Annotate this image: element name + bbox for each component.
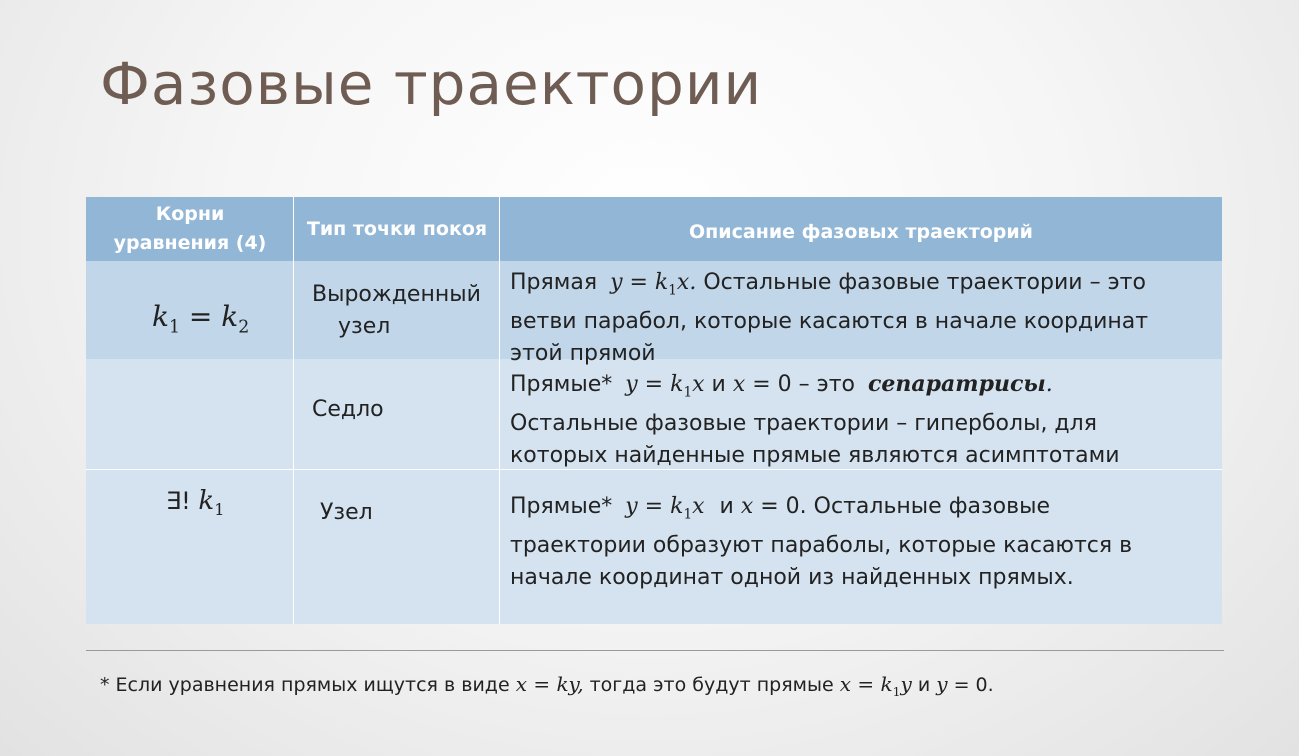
type-line1: Вырожденный [312,282,481,307]
separatrix-term: сепаратрисы [868,371,1046,397]
desc-and: и [711,372,726,397]
footnote-text2: тогда это будут прямые [589,674,834,696]
desc-line3: начале координат одной из найденных прямых. [510,565,1074,591]
phase-trajectories-table [86,197,1222,624]
header-roots-line1: Корни [155,202,225,225]
desc-line3: которых найденные прямые являются асимптотами [510,443,1120,469]
description-node: Прямые* $y = k_1x$ и x = 0. Остальные фазовые траектории образуют параболы, которые касаются в начале координат одной из найденных прямых. [510,494,1133,591]
desc-prefix: Прямые* [510,372,613,397]
slide-title: Фазовые траектории [100,50,763,118]
footnote-divider [86,650,1224,651]
desc-line2: Остальные фазовые траектории – гиперболы, для [510,411,1097,437]
column-divider [293,197,294,624]
desc-line2: траектории образуют параболы, которые касаются в [510,533,1133,559]
desc-prefix: Прямые* [510,494,613,519]
footnote-text3: и [917,674,931,696]
desc-prefix: Прямая [510,270,598,295]
description-degenerate-node: Прямая $y = k_1x$. Остальные фазовые траектории – это ветви парабол, которые касаются в начале координат этой прямой [510,270,1149,367]
description-saddle: Прямые* $y = k_1x$ и x = 0 – это сепаратрисы. Остальные фазовые траектории – гиперболы, для которых найденные прямые являются асимптотами [510,371,1120,469]
type-node: Узел [320,500,373,525]
desc-line2: ветви парабол, которые касаются в начале координат [510,309,1149,335]
header-type: Тип точки покоя [306,218,488,240]
roots-unique: ∃! $k_1$ [166,486,225,520]
header-roots [86,197,294,261]
desc-line3: этой прямой [510,341,656,367]
desc-dash: – это [798,372,856,397]
header-roots-line2: уравнения (4) [113,232,267,254]
header-description: Описание фазовых траекторий [689,221,1033,244]
footnote: * Если уравнения прямых ищутся в виде x = ky, тогда это будут прямые $x = k_1y$ и y = 0. [100,672,994,699]
footnote-text1: * Если уравнения прямых ищутся в виде [100,674,510,696]
type-degenerate-node [312,279,481,343]
desc-suffix: Остальные фазовые траектории – это [703,270,1146,295]
type-saddle: Седло [312,397,384,422]
type-line2: узел [338,314,391,339]
column-divider [499,197,500,624]
roots-equal: $k_1 = k_2$ [152,300,250,338]
